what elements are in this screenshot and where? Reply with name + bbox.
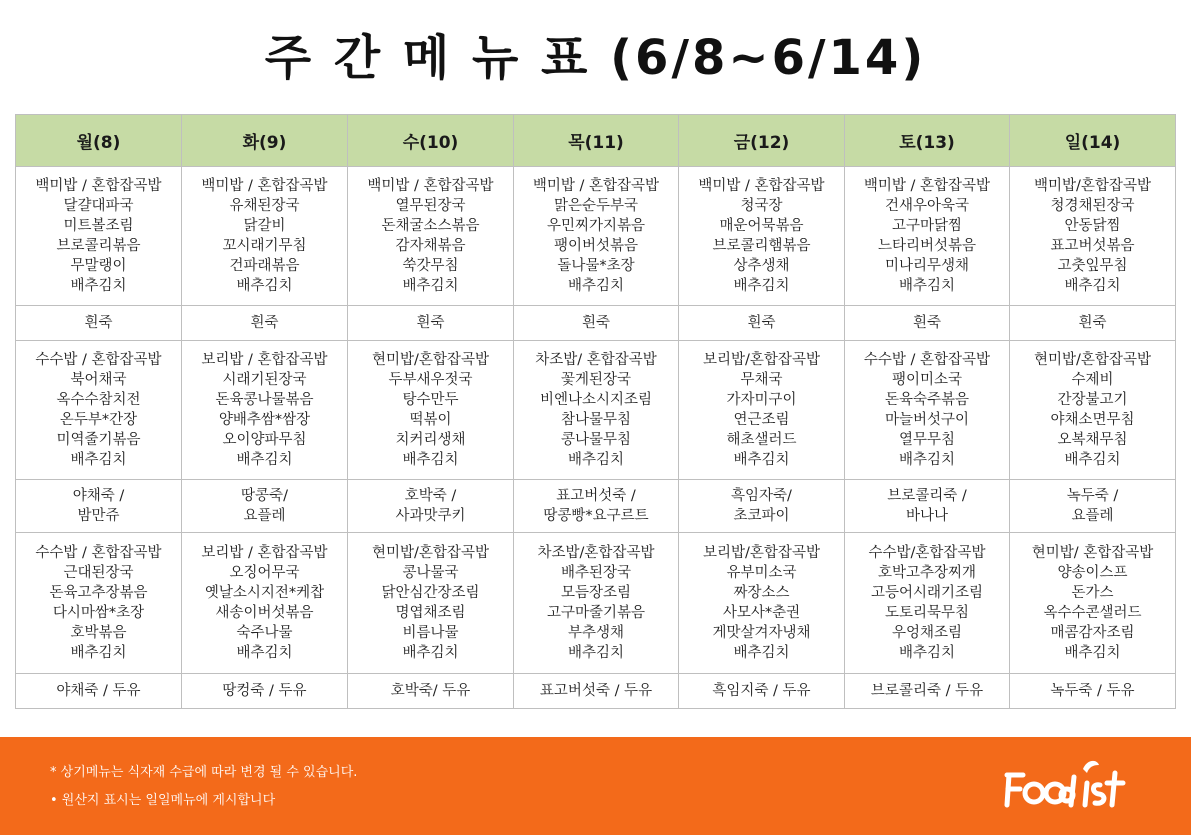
porridge-cell: 흰죽 — [1010, 306, 1176, 341]
menu-item: 백미밥 / 혼합잡곡밥 — [201, 178, 328, 194]
menu-item: 양송이스프 — [1057, 565, 1128, 581]
menu-item: 온두부*간장 — [59, 412, 138, 428]
menu-item: 다시마쌈*초장 — [52, 605, 145, 621]
porridge-cell: 흰죽 — [16, 306, 182, 341]
menu-item: 백미밥 / 혼합잡곡밥 — [863, 178, 991, 194]
menu-item: 백미밥 / 혼합잡곡밥 — [35, 178, 162, 194]
snack-item: 브로콜리죽 / — [887, 488, 967, 504]
snack-item: 땅콩죽/ — [241, 488, 288, 504]
menu-item: 느타리버섯볶음 — [877, 238, 977, 254]
dinner-row — [16, 533, 1176, 674]
menu-item: 닭안심간장조림 — [381, 585, 480, 601]
day-header-row — [16, 115, 1176, 167]
menu-item: 배추김치 — [567, 278, 625, 294]
menu-item: 닭갈비 — [243, 218, 286, 234]
menu-item: 매콤감자조림 — [1050, 625, 1135, 641]
menu-item: 꽃게된장국 — [560, 372, 632, 388]
snack-cell — [16, 480, 182, 533]
dinner-cell — [16, 533, 182, 674]
menu-item: 안동닭찜 — [1064, 218, 1121, 234]
menu-item: 고구마줄기볶음 — [546, 605, 646, 621]
snack-row — [16, 480, 1176, 533]
menu-item: 돌나물*초장 — [557, 258, 635, 274]
menu-item: 배추김치 — [733, 278, 790, 294]
snack-item: 흑임자죽/ — [731, 488, 792, 504]
menu-item: 옥수수참치전 — [56, 392, 141, 408]
menu-item: 두부새우젓국 — [388, 372, 473, 388]
menu-item: 백미밥/혼합잡곡밥 — [1034, 178, 1151, 194]
menu-item: 야채소면무침 — [1050, 412, 1135, 428]
menu-item: 배추김치 — [402, 452, 459, 468]
menu-item: 옛날소시지전*케찹 — [204, 585, 325, 601]
menu-item: 청국장 — [740, 198, 783, 214]
menu-item: 명엽채조림 — [395, 605, 466, 621]
menu-item: 현미밥/혼합잡곡밥 — [372, 352, 489, 368]
menu-item: 배추김치 — [1064, 452, 1121, 468]
menu-item: 시래기된장국 — [222, 372, 307, 388]
snack-cell — [845, 480, 1010, 533]
footer-notes — [50, 759, 357, 815]
menu-item: 우엉채조림 — [891, 625, 963, 641]
porridge-cell: 흰죽 — [348, 306, 514, 341]
dinner-cell — [679, 533, 845, 674]
menu-item: 해초샐러드 — [726, 432, 797, 448]
porridge-cell: 흰죽 — [845, 306, 1010, 341]
menu-item: 배추김치 — [1064, 278, 1121, 294]
footer-note: • 원산지 표시는 일일메뉴에 게시합니다 — [50, 793, 276, 808]
menu-item: 건새우아욱국 — [884, 198, 970, 214]
menu-item: 배추김치 — [236, 278, 293, 294]
menu-item: 차조밥/혼합잡곡밥 — [537, 545, 655, 561]
menu-item: 건파래볶음 — [229, 258, 300, 274]
menu-item: 청경채된장국 — [1050, 198, 1135, 214]
lunch-cell — [845, 341, 1010, 480]
footer-bar — [0, 737, 1191, 835]
menu-item: 브로콜리햄볶음 — [712, 238, 811, 254]
menu-item: 떡볶이 — [409, 412, 452, 428]
menu-item: 수제비 — [1071, 372, 1114, 388]
snack-cell — [1010, 480, 1176, 533]
evening-snack-row — [16, 674, 1176, 709]
menu-item: 근대된장국 — [63, 565, 134, 581]
menu-item: 탕수만두 — [402, 392, 459, 408]
menu-item: 배추김치 — [567, 645, 625, 661]
porridge-cell: 흰죽 — [182, 306, 348, 341]
menu-item: 미트볼조림 — [63, 218, 134, 234]
porridge-cell: 흰죽 — [679, 306, 845, 341]
menu-item: 숙주나물 — [236, 625, 293, 641]
menu-item: 열무된장국 — [395, 198, 466, 214]
snack-cell — [514, 480, 679, 533]
menu-item: 수수밥 / 혼합잡곡밥 — [35, 545, 162, 561]
menu-item: 보리밥 / 혼합잡곡밥 — [201, 352, 328, 368]
evening-snack-cell: 땅컹죽 / 두유 — [182, 674, 348, 709]
breakfast-cell — [845, 167, 1010, 306]
menu-item: 무채국 — [740, 372, 783, 388]
snack-item: 야채죽 / — [72, 488, 125, 504]
snack-item: 바나나 — [905, 508, 949, 524]
snack-cell — [679, 480, 845, 533]
evening-snack-cell: 야채죽 / 두유 — [16, 674, 182, 709]
snack-item: 표고버섯죽 / — [556, 488, 636, 504]
breakfast-cell — [348, 167, 514, 306]
breakfast-cell — [679, 167, 845, 306]
menu-item: 배추김치 — [567, 452, 625, 468]
menu-item: 브로콜리볶음 — [56, 238, 141, 254]
menu-item: 게맛살겨자냉채 — [712, 625, 811, 641]
menu-item: 가자미구이 — [726, 392, 797, 408]
menu-item: 양배추쌈*쌈장 — [218, 412, 311, 428]
menu-item: 차조밥/ 혼합잡곡밥 — [535, 352, 657, 368]
evening-snack-cell: 녹두죽 / 두유 — [1010, 674, 1176, 709]
menu-item: 우민찌가지볶음 — [546, 218, 646, 234]
foodist-logo — [1001, 755, 1133, 817]
menu-item: 돈육숙주볶음 — [884, 392, 970, 408]
menu-item: 호박고추장찌개 — [877, 565, 977, 581]
menu-item: 비엔나소시지조림 — [539, 392, 653, 408]
snack-item: 요플레 — [243, 508, 286, 524]
menu-item: 고춧잎무침 — [1057, 258, 1128, 274]
menu-item: 표고버섯볶음 — [1050, 238, 1135, 254]
lunch-cell — [182, 341, 348, 480]
menu-item: 옥수수콘샐러드 — [1043, 605, 1142, 621]
menu-item: 감자채볶음 — [395, 238, 466, 254]
day-header: 수(10) — [348, 115, 514, 167]
menu-item: 고구마닭찜 — [891, 218, 963, 234]
menu-item: 호박볶음 — [70, 625, 127, 641]
menu-item: 무말랭이 — [70, 258, 127, 274]
breakfast-cell — [514, 167, 679, 306]
menu-item: 오징어무국 — [229, 565, 300, 581]
menu-item: 오이양파무침 — [222, 432, 307, 448]
menu-item: 돈육고추장볶음 — [49, 585, 148, 601]
day-header: 금(12) — [679, 115, 845, 167]
menu-item: 배추김치 — [70, 452, 127, 468]
snack-item: 호박죽 / — [404, 488, 457, 504]
evening-snack-cell: 흑임지죽 / 두유 — [679, 674, 845, 709]
breakfast-cell — [1010, 167, 1176, 306]
menu-item: 배추김치 — [402, 645, 459, 661]
menu-item: 보리밥/혼합잡곡밥 — [703, 545, 820, 561]
breakfast-row — [16, 167, 1176, 306]
dinner-cell — [1010, 533, 1176, 674]
menu-item: 보리밥/혼합잡곡밥 — [703, 352, 820, 368]
menu-item: 간장불고기 — [1057, 392, 1128, 408]
menu-item: 북어채국 — [70, 372, 127, 388]
day-header: 일(14) — [1010, 115, 1176, 167]
footer-note: * 상기메뉴는 식자재 수급에 따라 변경 될 수 있습니다. — [50, 765, 358, 780]
lunch-cell — [679, 341, 845, 480]
evening-snack-cell: 브로콜리죽 / 두유 — [845, 674, 1010, 709]
menu-item: 매운어묵볶음 — [719, 218, 804, 234]
menu-item: 참나물무침 — [560, 412, 632, 428]
day-header: 토(13) — [845, 115, 1010, 167]
menu-item: 미역줄기볶음 — [56, 432, 141, 448]
menu-item: 돈육콩나물볶음 — [215, 392, 314, 408]
menu-item: 백미밥 / 혼합잡곡밥 — [367, 178, 494, 194]
day-header: 월(8) — [16, 115, 182, 167]
day-header: 화(9) — [182, 115, 348, 167]
snack-item: 녹두죽 / — [1066, 488, 1119, 504]
menu-item: 수수밥 / 혼합잡곡밥 — [35, 352, 162, 368]
evening-snack-cell: 표고버섯죽 / 두유 — [514, 674, 679, 709]
dinner-cell — [845, 533, 1010, 674]
menu-item: 짜장소스 — [733, 585, 790, 601]
porridge-cell: 흰죽 — [514, 306, 679, 341]
menu-item: 상추생채 — [733, 258, 790, 274]
menu-item: 백미밥 / 혼합잡곡밥 — [698, 178, 825, 194]
snack-item: 초코파이 — [733, 508, 790, 524]
menu-item: 배추김치 — [1064, 645, 1121, 661]
menu-item: 도토리묵무침 — [884, 605, 970, 621]
lunch-row — [16, 341, 1176, 480]
lunch-cell — [514, 341, 679, 480]
breakfast-cell — [182, 167, 348, 306]
menu-item: 팽이버섯볶음 — [553, 238, 639, 254]
page-title: 주 간 메 뉴 표 (6/8~6/14) — [264, 30, 927, 86]
menu-item: 배추김치 — [70, 278, 127, 294]
menu-item: 맑은순두부국 — [553, 198, 639, 214]
menu-item: 현미밥/혼합잡곡밥 — [1034, 352, 1151, 368]
menu-item: 배추김치 — [236, 452, 293, 468]
menu-item: 치커리생채 — [395, 432, 466, 448]
menu-item: 열무무침 — [898, 432, 956, 448]
lunch-cell — [1010, 341, 1176, 480]
weekly-menu-table — [15, 114, 1176, 709]
snack-item: 밤만쥬 — [77, 508, 120, 524]
menu-item: 새송이버섯볶음 — [215, 605, 314, 621]
menu-item: 콩나물국 — [402, 565, 459, 581]
snack-cell — [348, 480, 514, 533]
menu-item: 배추김치 — [898, 645, 956, 661]
menu-item: 비름나물 — [402, 625, 459, 641]
menu-item: 연근조림 — [733, 412, 790, 428]
menu-item: 콩나물무침 — [560, 432, 632, 448]
menu-item: 배추김치 — [236, 645, 293, 661]
menu-item: 보리밥 / 혼합잡곡밥 — [201, 545, 328, 561]
menu-item: 배추김치 — [402, 278, 459, 294]
dinner-cell — [514, 533, 679, 674]
day-header: 목(11) — [514, 115, 679, 167]
evening-snack-cell: 호박죽/ 두유 — [348, 674, 514, 709]
porridge-row — [16, 306, 1176, 341]
menu-item: 꼬시래기무침 — [222, 238, 307, 254]
menu-item: 돈채굴소스볶음 — [381, 218, 480, 234]
menu-item: 팽이미소국 — [891, 372, 963, 388]
menu-item: 돈가스 — [1071, 585, 1114, 601]
menu-item: 배추김치 — [898, 278, 956, 294]
menu-item: 사모사*춘권 — [722, 605, 801, 621]
dinner-cell — [182, 533, 348, 674]
menu-item: 배추김치 — [898, 452, 956, 468]
snack-cell — [182, 480, 348, 533]
menu-item: 수수밥/혼합잡곡밥 — [868, 545, 986, 561]
menu-item: 오복채무침 — [1057, 432, 1128, 448]
menu-item: 고등어시래기조림 — [870, 585, 984, 601]
menu-item: 배추김치 — [70, 645, 127, 661]
menu-item: 부추생채 — [567, 625, 625, 641]
menu-item: 현미밥/ 혼합잡곡밥 — [1031, 545, 1154, 561]
logo-mark-icon — [1001, 755, 1133, 817]
menu-item: 달걀대파국 — [63, 198, 134, 214]
menu-item: 백미밥 / 혼합잡곡밥 — [532, 178, 660, 194]
menu-item: 배추된장국 — [560, 565, 632, 581]
snack-item: 요플레 — [1071, 508, 1114, 524]
menu-item: 모듬장조림 — [560, 585, 632, 601]
menu-item: 유부미소국 — [726, 565, 797, 581]
lunch-cell — [348, 341, 514, 480]
menu-item: 배추김치 — [733, 645, 790, 661]
menu-item: 수수밥 / 혼합잡곡밥 — [863, 352, 991, 368]
menu-item: 배추김치 — [733, 452, 790, 468]
lunch-cell — [16, 341, 182, 480]
snack-item: 땅콩빵*요구르트 — [543, 508, 649, 524]
snack-item: 사과맛쿠키 — [395, 508, 466, 524]
menu-item: 마늘버섯구이 — [884, 412, 970, 428]
menu-item: 유채된장국 — [229, 198, 300, 214]
breakfast-cell — [16, 167, 182, 306]
menu-item: 현미밥/혼합잡곡밥 — [372, 545, 489, 561]
dinner-cell — [348, 533, 514, 674]
menu-item: 쑥갓무침 — [402, 258, 459, 274]
menu-item: 미나리무생채 — [884, 258, 970, 274]
